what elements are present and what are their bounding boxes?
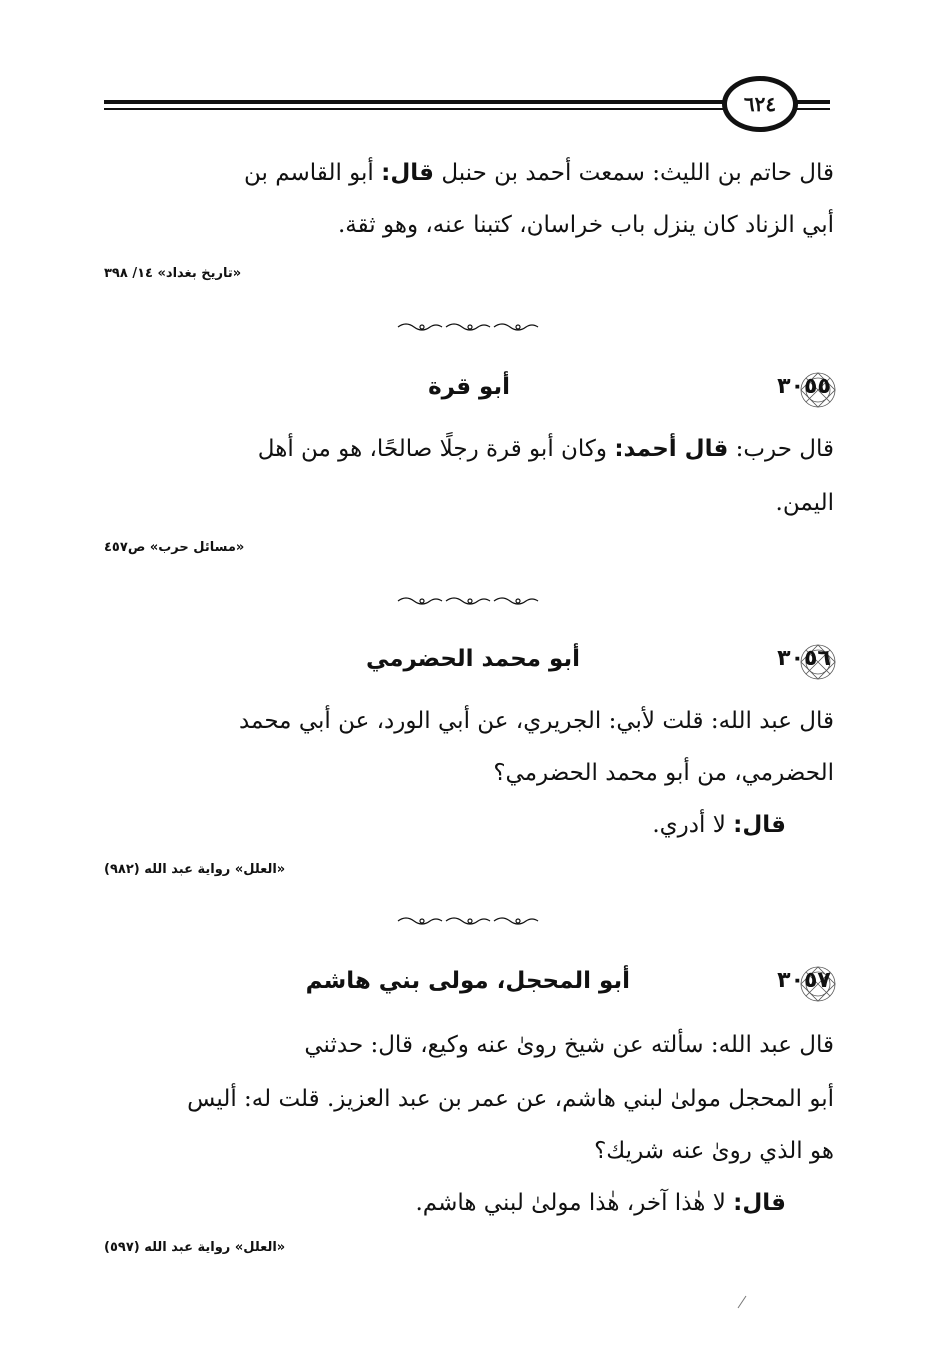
entry-number-badge: ٣٠٥٦	[772, 640, 836, 684]
intro-line-2: أبي الزناد كان ينزل باب خراسان، كتبنا عنه، وهو ثقة.	[337, 212, 834, 238]
ornament-divider	[396, 914, 542, 928]
entry-text-line: قال: لا أدري.	[652, 812, 786, 838]
pen-stroke-mark	[736, 1295, 748, 1309]
entry-reference: «مسائل حرب» ص٤٥٧	[104, 540, 245, 555]
entry-title: أبو المحجل، مولى بني هاشم	[305, 968, 630, 994]
entry-text-line: أبو المحجل مولىٰ لبني هاشم، عن عمر بن عبد العزيز. قلت له: أليس	[187, 1086, 834, 1112]
entry-number-badge: ٣٠٥٥	[772, 368, 836, 412]
entry-text-line: قال عبد الله: قلت لأبي: الجريري، عن أبي الورد، عن أبي محمد	[238, 708, 834, 734]
entry-text-line: قال: لا هٰذا آخر، هٰذا مولىٰ لبني هاشم.	[415, 1190, 786, 1216]
entry-reference: «العلل» رواية عبد الله (٩٨٢)	[104, 862, 286, 877]
intro-line-1: قال حاتم بن الليث: سمعت أحمد بن حنبل قال: أبو القاسم بن	[244, 160, 834, 186]
entry-text-line: قال عبد الله: سألته عن شيخ روىٰ عنه وكيع، قال: حدثني	[304, 1032, 834, 1058]
entry-text-line: اليمن.	[775, 490, 834, 516]
entry-title: أبو محمد الحضرمي	[365, 646, 580, 672]
entry-text-line: الحضرمي، من أبو محمد الحضرمي؟	[493, 760, 834, 786]
ornament-divider	[396, 594, 542, 608]
entry-text-line: هو الذي روىٰ عنه شريك؟	[594, 1138, 834, 1164]
entry-title: أبو قرة	[428, 374, 510, 400]
intro-reference: «تاريخ بغداد» ١٤/ ٣٩٨	[104, 266, 242, 281]
entry-reference: «العلل» رواية عبد الله (٥٩٧)	[104, 1240, 286, 1255]
entry-text-line: قال حرب: قال أحمد: وكان أبو قرة رجلًا صالحًا، هو من أهل	[257, 436, 834, 462]
entry-number-badge: ٣٠٥٧	[772, 962, 836, 1006]
page-number: ٦٢٤	[722, 76, 798, 132]
ornament-divider	[396, 320, 542, 334]
